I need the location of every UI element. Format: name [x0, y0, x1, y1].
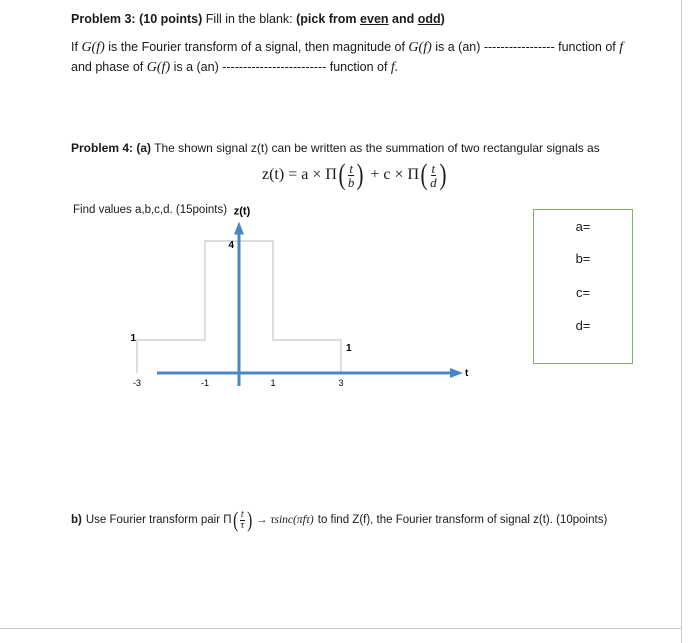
- problem4-statement: The shown signal z(t) can be written as the summation of two rectangular signals as: [154, 141, 600, 155]
- equation-plus-term: + c × Π: [370, 166, 420, 183]
- x-axis-label: t: [465, 368, 469, 379]
- rect-sum-equation: z(t) = a × Π ( $\frac{t}{b}$ ) + c × Π ( $\frac{t}{d}$ ): [262, 158, 447, 191]
- find-values-text: Find values a,b,c,d. (15points): [73, 204, 228, 216]
- symbol-f: f: [619, 40, 624, 55]
- fraction-t-over-d: $\frac{t}{d}$: [430, 160, 437, 190]
- problem3-even: even: [360, 12, 389, 26]
- problem3-instruction: Fill in the blank:: [205, 12, 293, 26]
- symbol-Gf: G(f): [81, 40, 105, 55]
- part-b-label: b): [71, 514, 82, 526]
- equation-lhs: z(t) = a × Π: [262, 166, 337, 183]
- x-tick-label: -3: [132, 378, 142, 388]
- problem4-label: Problem 4:: [71, 141, 134, 155]
- answer-c[interactable]: c=: [575, 285, 591, 300]
- symbol-Gf: G(f): [146, 60, 171, 75]
- fraction-t-over-b: $\frac{t}{b}$: [347, 160, 355, 190]
- problem3-points: (10 points): [139, 12, 203, 26]
- part-b-text-1: Use Fourier transform pair Π: [85, 514, 232, 526]
- time-axis-arrowhead: [450, 368, 463, 378]
- y-value-label-4: 4: [228, 240, 234, 251]
- x-tick-label: 1: [270, 378, 276, 388]
- fraction-t-over-tau: $\frac{t}{\tau}$: [240, 508, 245, 531]
- part-b-pair: → τsinc(πfτ): [256, 514, 314, 526]
- answer-b[interactable]: b=: [575, 251, 591, 266]
- amplitude-axis-arrowhead: [234, 222, 244, 235]
- problem4-part-b: [71, 509, 607, 531]
- x-tick-label: 3: [338, 378, 344, 388]
- problem3-pick-close: ): [440, 12, 445, 26]
- problem3-and: and: [392, 12, 415, 26]
- problem3-line1-mid: is the Fourier transform of a signal, then magnitude of: [108, 40, 405, 54]
- symbol-Gf: G(f): [408, 40, 432, 55]
- y-value-label-1: 1: [130, 333, 136, 344]
- problem3-if: If: [71, 40, 78, 54]
- problem3-label: Problem 3:: [71, 12, 136, 26]
- problem3-line1-blank: is a (an) ----------------- function of: [435, 40, 616, 54]
- answer-a[interactable]: a=: [575, 219, 591, 234]
- symbol-f-period: f.: [390, 60, 399, 75]
- x-tick-label: -1: [200, 378, 210, 388]
- part-b-transform-pair: ( $\frac{t}{\tau}$ ) → τsinc(πfτ): [232, 507, 314, 532]
- problem3-line2-blank: is a (an) ------------------------- function of: [173, 60, 388, 74]
- part-b-text-2: to find Z(f), the Fourier transform of signal z(t). (10points): [317, 514, 608, 526]
- plot-annotation: 1: [346, 343, 352, 354]
- problem3-line2-start: and phase of: [71, 60, 144, 74]
- problem4-part-a-label: (a): [136, 141, 152, 155]
- y-axis-label: z(t): [233, 205, 251, 218]
- problem3-odd: odd: [417, 12, 441, 26]
- problem3-pick-open: (pick from: [296, 12, 357, 26]
- answer-d[interactable]: d=: [575, 318, 591, 333]
